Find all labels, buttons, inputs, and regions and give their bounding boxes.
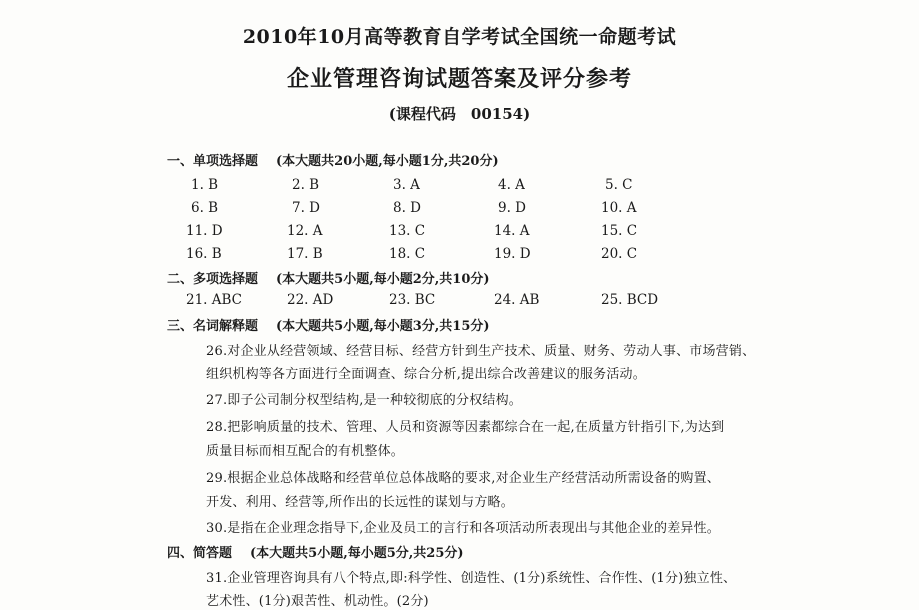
section-heading-single-choice (167, 150, 499, 169)
answer-text-line: 26.对企业从经营领域、经营目标、经营方针到生产技术、质量、财务、劳动人事、市场营销、 (206, 344, 756, 359)
answer-item: 18. C (389, 246, 426, 262)
answer-item: 14. A (494, 223, 530, 239)
answer-item: 22. AD (287, 292, 334, 308)
answer-item: 15. C (601, 223, 638, 239)
section-heading-short-answer (167, 542, 464, 561)
document-title: 企业管理咨询试题答案及评分参考 (286, 66, 632, 92)
section-heading-definitions (167, 315, 490, 334)
answer-item: 10. A (601, 200, 637, 216)
answer-text-line: 27.即子公司制分权型结构,是一种较彻底的分权结构。 (206, 393, 523, 408)
answer-item: 21. ABC (186, 292, 243, 308)
answer-item: 23. BC (389, 292, 436, 308)
answer-item: 24. AB (494, 292, 540, 308)
answer-item: 8. D (393, 200, 421, 216)
section-title: 二、多项选择题 (167, 272, 259, 287)
section-note: (本大题共20小题,每小题1分,共20分) (276, 154, 499, 169)
answer-item: 17. B (287, 246, 323, 262)
answer-item: 3. A (393, 177, 420, 193)
answer-text-line: 质量目标而相互配合的有机整体。 (206, 444, 405, 459)
answer-text-line: 组织机构等各方面进行全面调查、综合分析,提出综合改善建议的服务活动。 (206, 367, 646, 382)
answer-item: 2. B (292, 177, 320, 193)
answer-text-line: 30.是指在企业理念指导下,企业及员工的言行和各项活动所表现出与其他企业的差异性。 (206, 521, 721, 536)
answer-item: 19. D (494, 246, 531, 262)
answer-item: 20. C (601, 246, 638, 262)
section-title: 三、名词解释题 (167, 319, 259, 334)
section-note: (本大题共5小题,每小题3分,共15分) (276, 319, 490, 334)
answer-item: 9. D (498, 200, 526, 216)
section-title: 一、单项选择题 (167, 154, 259, 169)
answer-item: 16. B (186, 246, 222, 262)
answer-item: 12. A (287, 223, 323, 239)
section-heading-multi-choice (167, 268, 490, 287)
section-note: (本大题共5小题,每小题5分,共25分) (250, 546, 464, 561)
exam-title: 2010年10月高等教育自学考试全国统一命题考试 (242, 26, 677, 48)
course-code: (课程代码 00154) (388, 105, 531, 123)
answer-item: 5. C (605, 177, 633, 193)
answer-item: 1. B (191, 177, 219, 193)
answer-item: 7. D (292, 200, 320, 216)
answer-text-line: 29.根据企业总体战略和经营单位总体战略的要求,对企业生产经营活动所需设备的购置、 (206, 471, 721, 486)
answer-item: 6. B (191, 200, 219, 216)
answer-item: 25. BCD (601, 292, 659, 308)
section-title: 四、简答题 (167, 546, 233, 561)
answer-item: 13. C (389, 223, 426, 239)
answer-text-line: 28.把影响质量的技术、管理、人员和资源等因素都综合在一起,在质量方针指引下,为达到 (206, 420, 725, 435)
answer-text-line: 31.企业管理咨询具有八个特点,即:科学性、创造性、(1分)系统性、合作性、(1分)独立性、 (206, 571, 737, 586)
answer-item: 4. A (498, 177, 525, 193)
answer-text-line: 开发、利用、经营等,所作出的长远性的谋划与方略。 (206, 495, 514, 510)
answer-item: 11. D (186, 223, 223, 239)
section-note: (本大题共5小题,每小题2分,共10分) (276, 272, 490, 287)
answer-text-line: 艺术性、(1分)艰苦性、机动性。(2分) (206, 594, 429, 609)
